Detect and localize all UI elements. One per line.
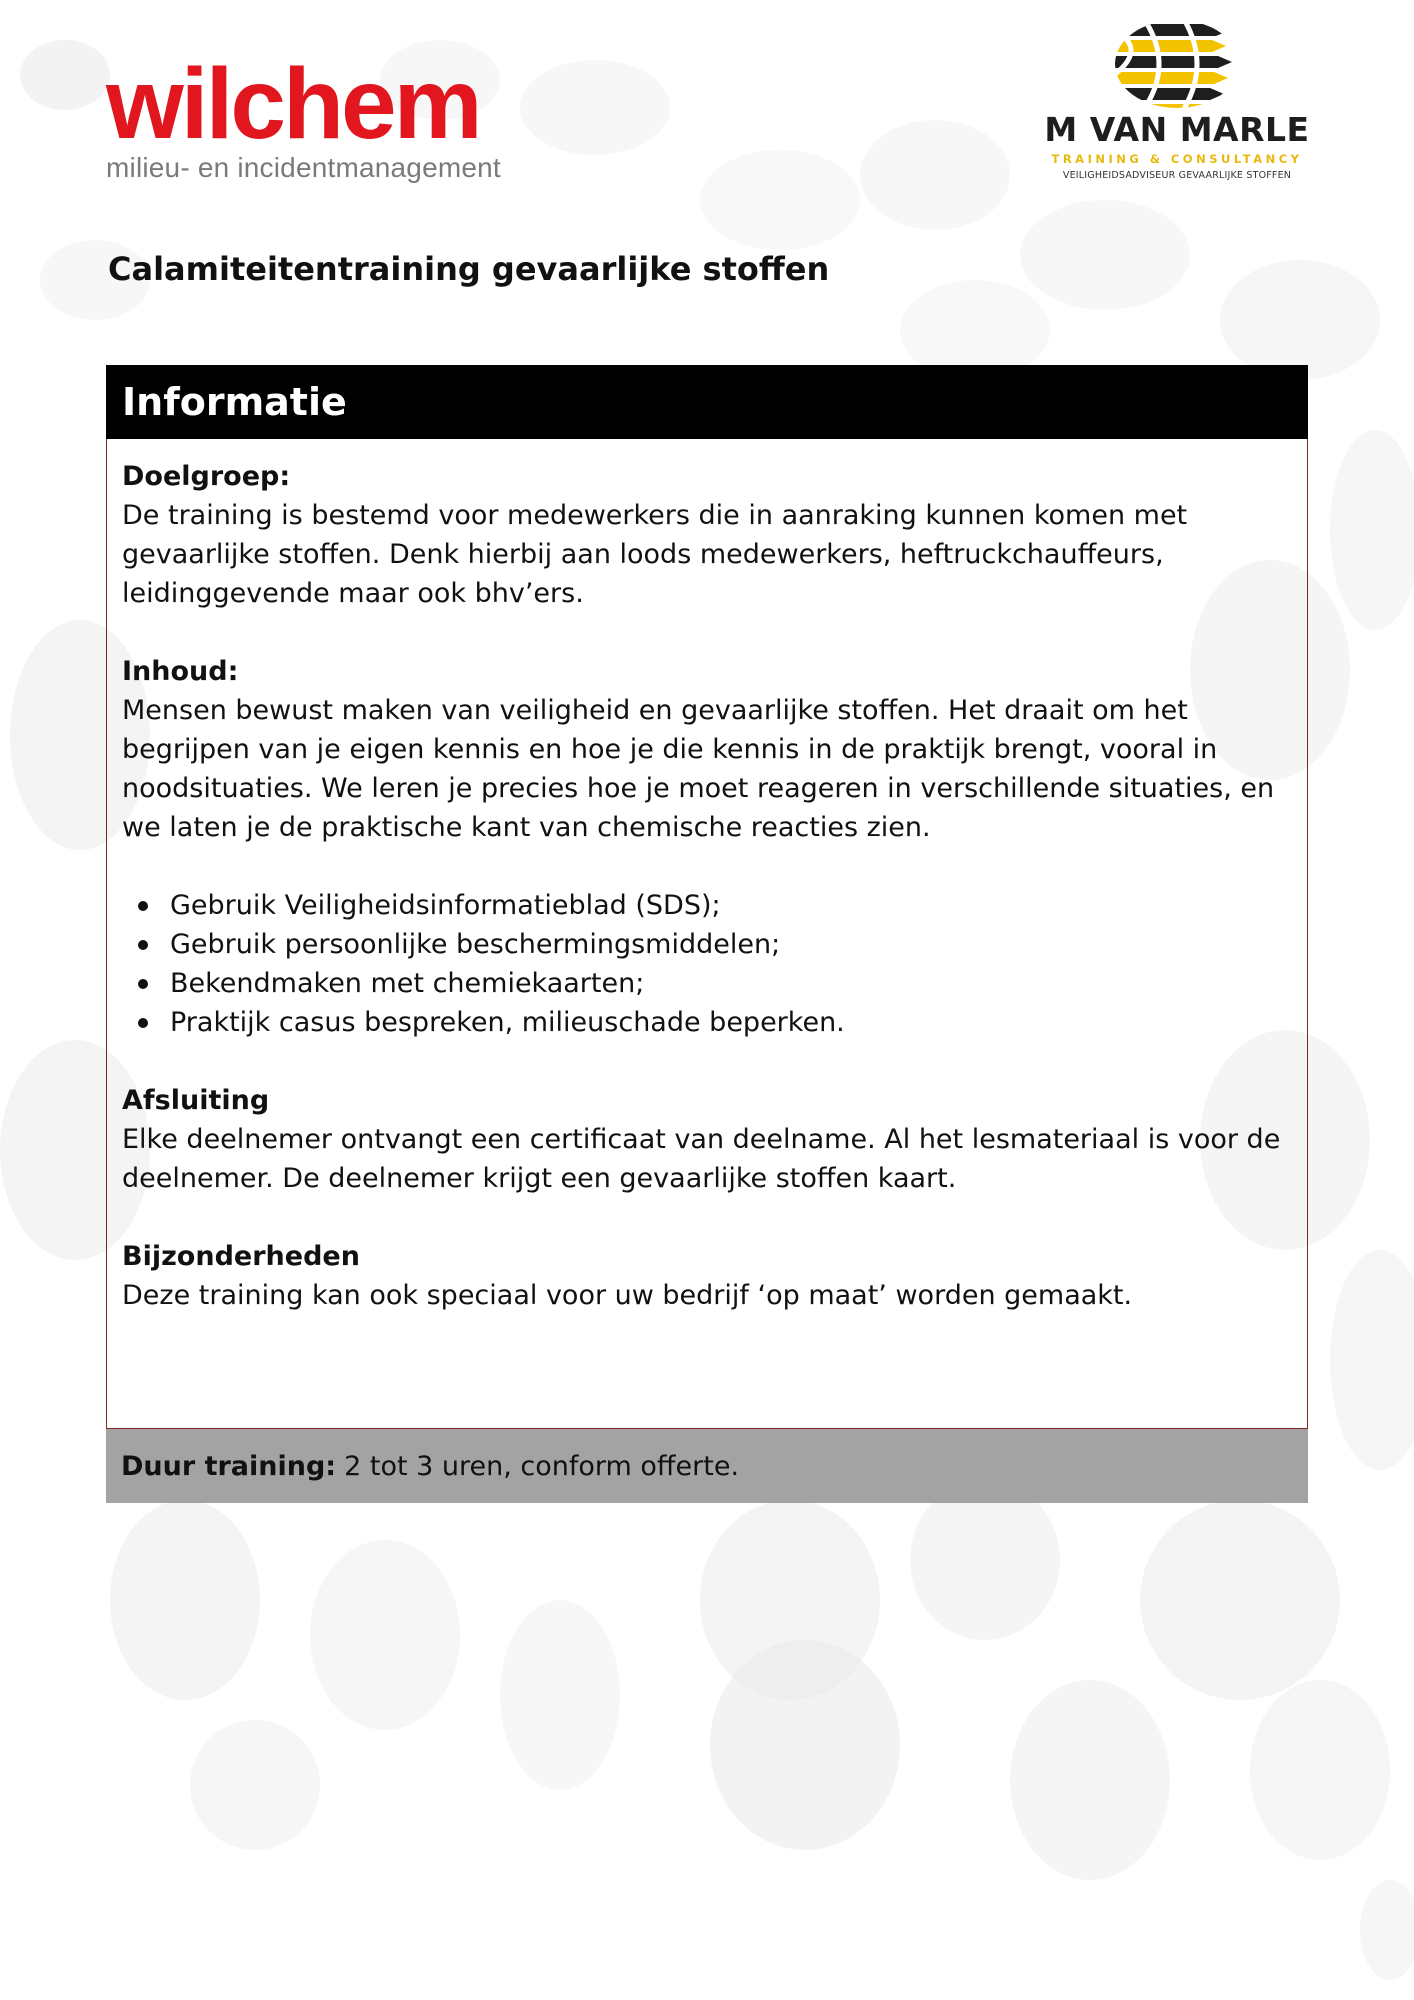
section-title: Bijzonderheden xyxy=(122,1241,360,1272)
info-header: Informatie xyxy=(106,365,1308,439)
wilchem-logo-name: wilchem xyxy=(106,48,480,160)
mvanmarle-logo-tagline: VEILIGHEIDSADVISEUR GEVAARLIJKE STOFFEN xyxy=(1062,170,1292,181)
section-afsluiting xyxy=(122,1081,1293,1198)
section-inhoud xyxy=(122,652,1293,847)
section-text: Deze training kan ook speciaal voor uw bedrijf ‘op maat’ worden gemaakt. xyxy=(122,1280,1133,1311)
section-title: Inhoud: xyxy=(122,656,239,687)
duration-bar xyxy=(106,1429,1308,1503)
duration-value: 2 tot 3 uren, conform offerte. xyxy=(344,1450,740,1482)
list-item: Bekendmaken met chemiekaarten; xyxy=(170,964,1293,1003)
section-title: Doelgroep: xyxy=(122,461,291,492)
section-text: Mensen bewust maken van veiligheid en gevaarlijke stoffen. Het draait om het begrijpen van je eigen kennis en hoe je die kennis in de praktijk brengt, vooral in noodsituaties. We leren je precies hoe je moet reageren in verschillende situaties, en we laten je de praktische kant van chemische reacties zien. xyxy=(122,695,1275,843)
wilchem-logo-tagline: milieu- en incidentmanagement xyxy=(106,152,501,183)
info-box xyxy=(106,365,1308,1503)
info-body xyxy=(106,439,1308,1429)
inhoud-bullet-list xyxy=(122,886,1293,1042)
list-item: Praktijk casus bespreken, milieuschade beperken. xyxy=(170,1003,1293,1042)
wilchem-logo xyxy=(106,48,501,184)
section-bijzonderheden xyxy=(122,1237,1293,1315)
section-doelgroep xyxy=(122,457,1293,613)
section-title: Afsluiting xyxy=(122,1085,270,1116)
globe-arrows-icon xyxy=(1112,18,1242,110)
section-text: De training is bestemd voor medewerkers die in aanraking kunnen komen met gevaarlijke stoffen. Denk hierbij aan loods medewerkers, heftruckchauffeurs, leidinggevende maar ook bhv’ers. xyxy=(122,500,1188,609)
duration-label: Duur training: xyxy=(121,1450,337,1482)
mvanmarle-logo-subtitle: TRAINING & CONSULTANCY xyxy=(1051,152,1303,166)
mvanmarle-logo-name: M VAN MARLE xyxy=(1044,110,1310,149)
section-text: Elke deelnemer ontvangt een certificaat van deelname. Al het lesmateriaal is voor de deelnemer. De deelnemer krijgt een gevaarlijke stoffen kaart. xyxy=(122,1124,1281,1194)
mvanmarle-logo xyxy=(1043,18,1311,181)
list-item: Gebruik Veiligheidsinformatieblad (SDS); xyxy=(170,886,1293,925)
document-title: Calamiteitentraining gevaarlijke stoffen xyxy=(108,250,830,288)
list-item: Gebruik persoonlijke beschermingsmiddelen; xyxy=(170,925,1293,964)
